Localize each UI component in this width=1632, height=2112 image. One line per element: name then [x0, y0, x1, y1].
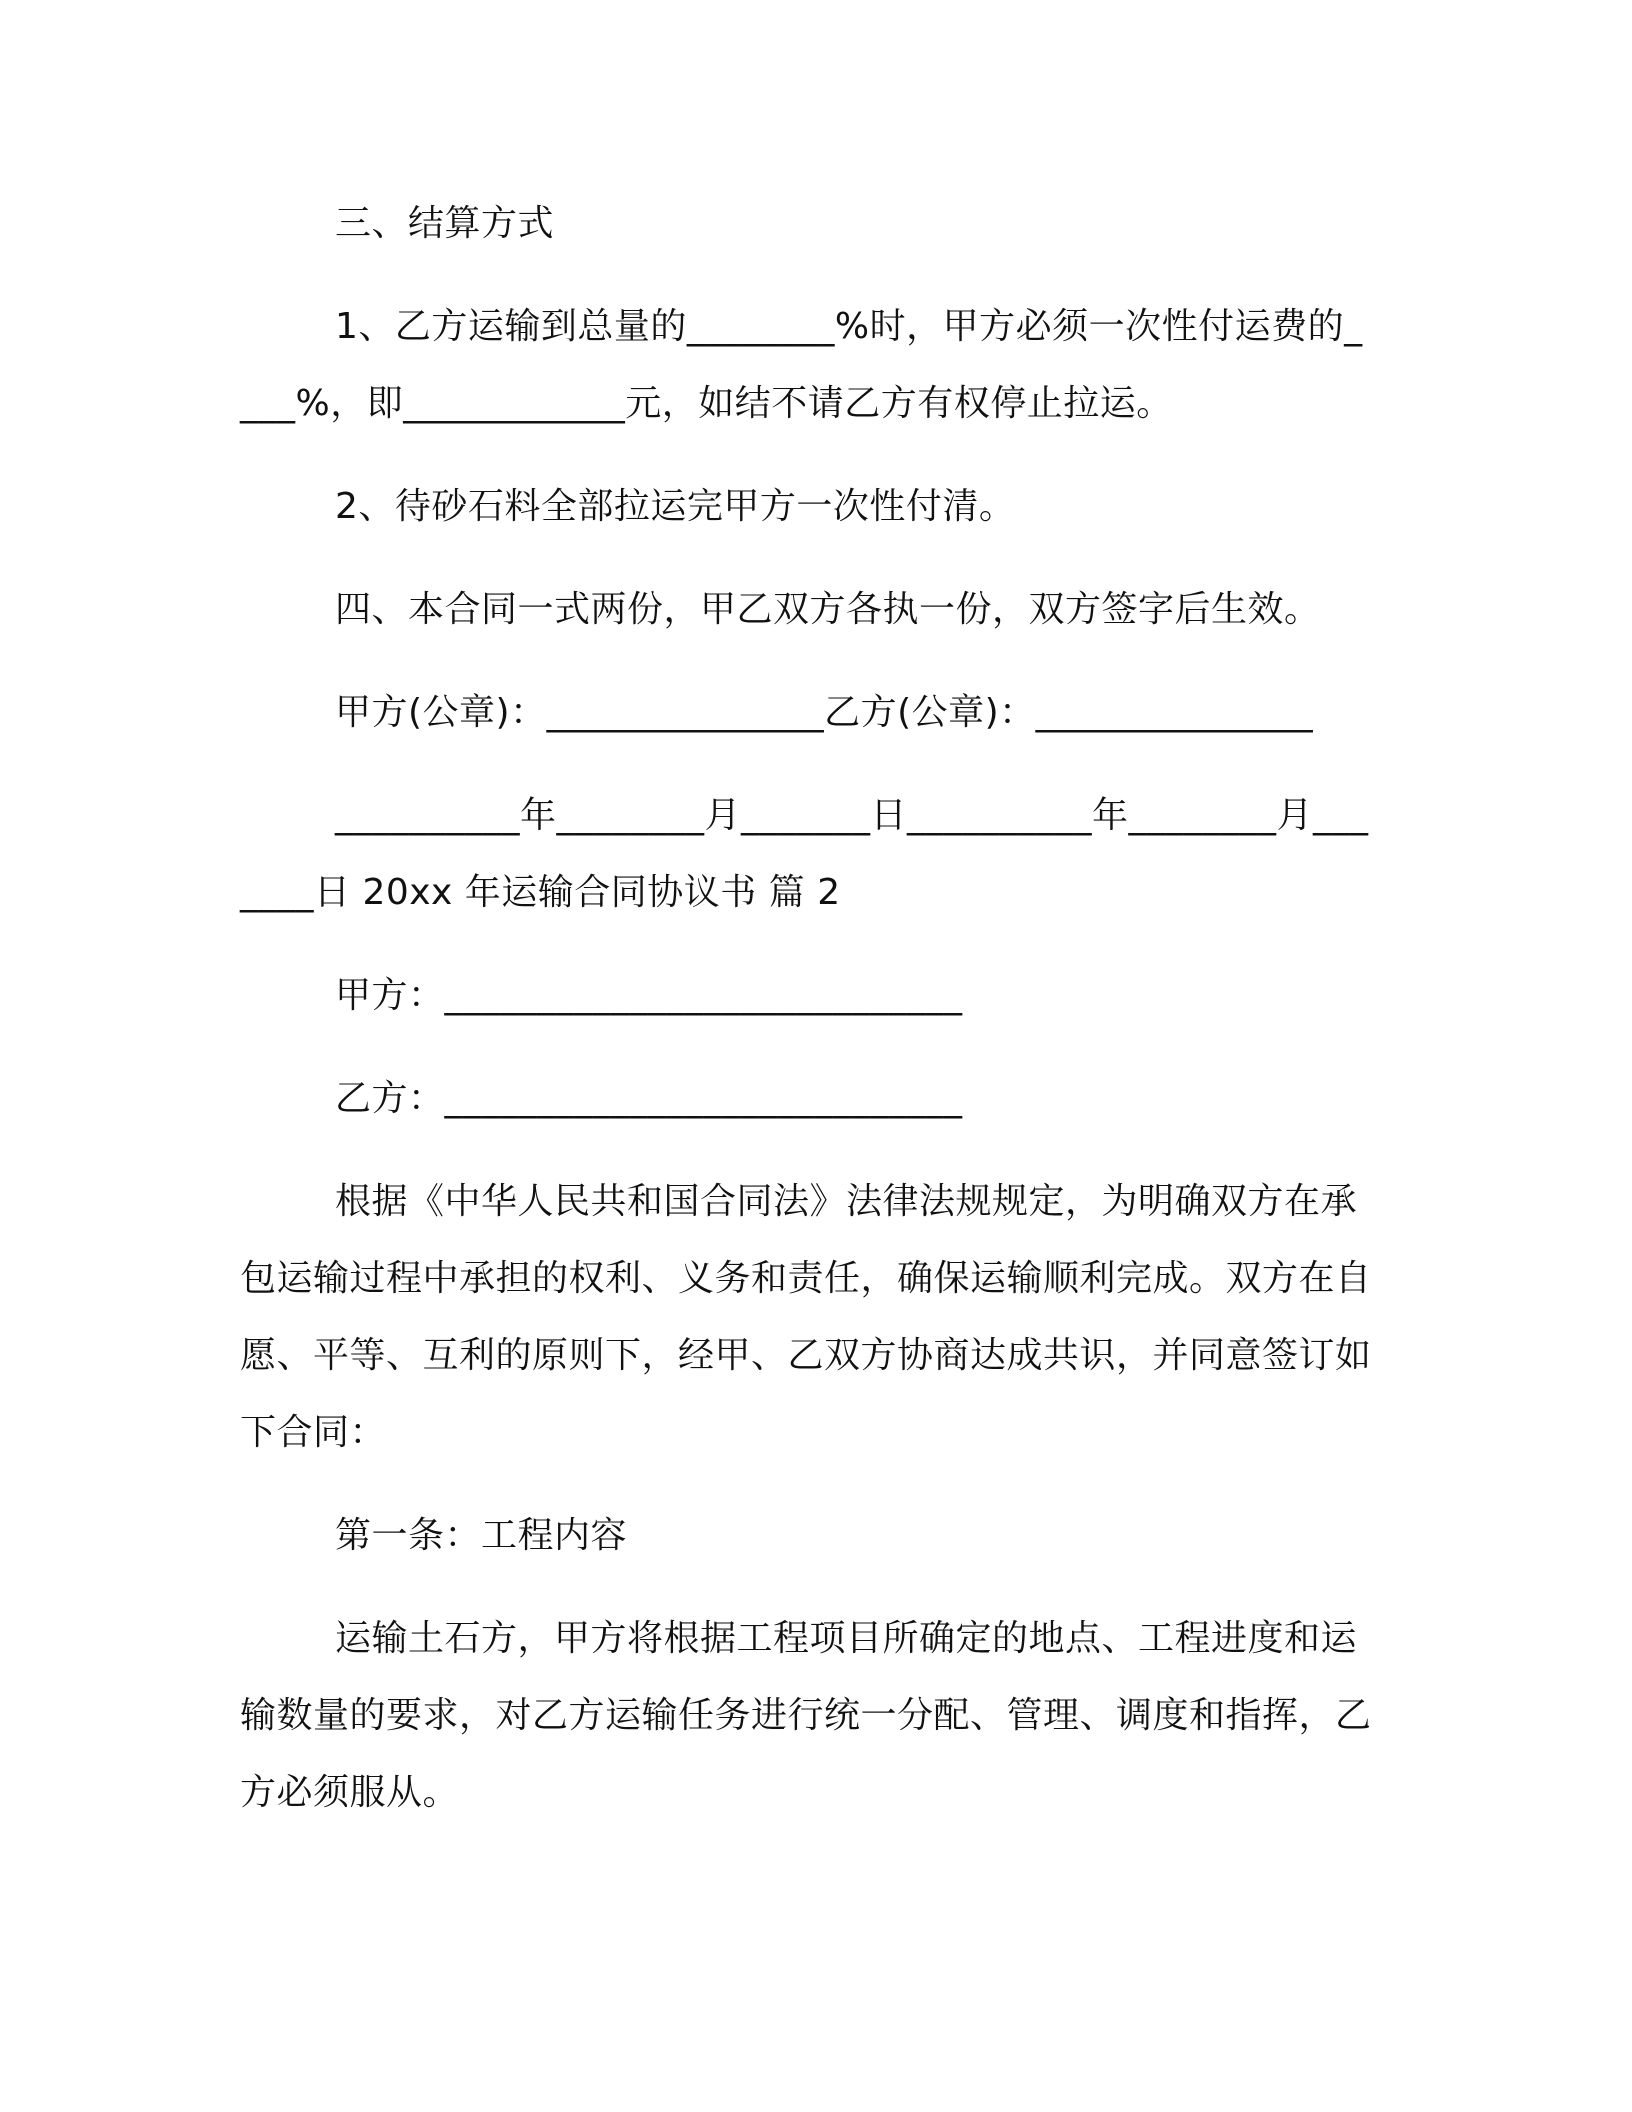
contract-copies-clause: 四、本合同一式两份，甲乙双方各执一份，双方签字后生效。: [335, 589, 1321, 630]
party-b-line: 乙方：____________________________: [335, 1078, 963, 1119]
seal-line: 甲方(公章)：_______________乙方(公章)：_______________: [335, 692, 1314, 733]
preamble-paragraph: 根据《中华人民共和国合同法》法律法规规定，为明确双方在承包运输过程中承担的权利、义务和责任，确保运输顺利完成。双方在自愿、平等、互利的原则下，经甲、乙双方协商达成共识，并同意签订如下合同：: [240, 1181, 1372, 1453]
article-body: 运输土石方，甲方将根据工程项目所确定的地点、工程进度和运输数量的要求，对乙方运输任务进行统一分配、管理、调度和指挥，乙方必须服从。: [240, 1618, 1372, 1813]
party-a-line: 甲方：____________________________: [335, 975, 963, 1016]
settlement-clause-2: 2、待砂石料全部拉运完甲方一次性付清。: [335, 486, 1016, 527]
article-heading: 第一条：工程内容: [335, 1515, 628, 1556]
date-line: __________年________月_______日__________年________月_______日 20xx 年运输合同协议书 篇 2: [240, 795, 1369, 913]
section-heading: 三、结算方式: [335, 203, 555, 244]
document-body: [240, 185, 1380, 1857]
settlement-clause-1: 1、乙方运输到总量的________%时，甲方必须一次性付运费的____%，即____________元，如结不请乙方有权停止拉运。: [240, 306, 1363, 424]
